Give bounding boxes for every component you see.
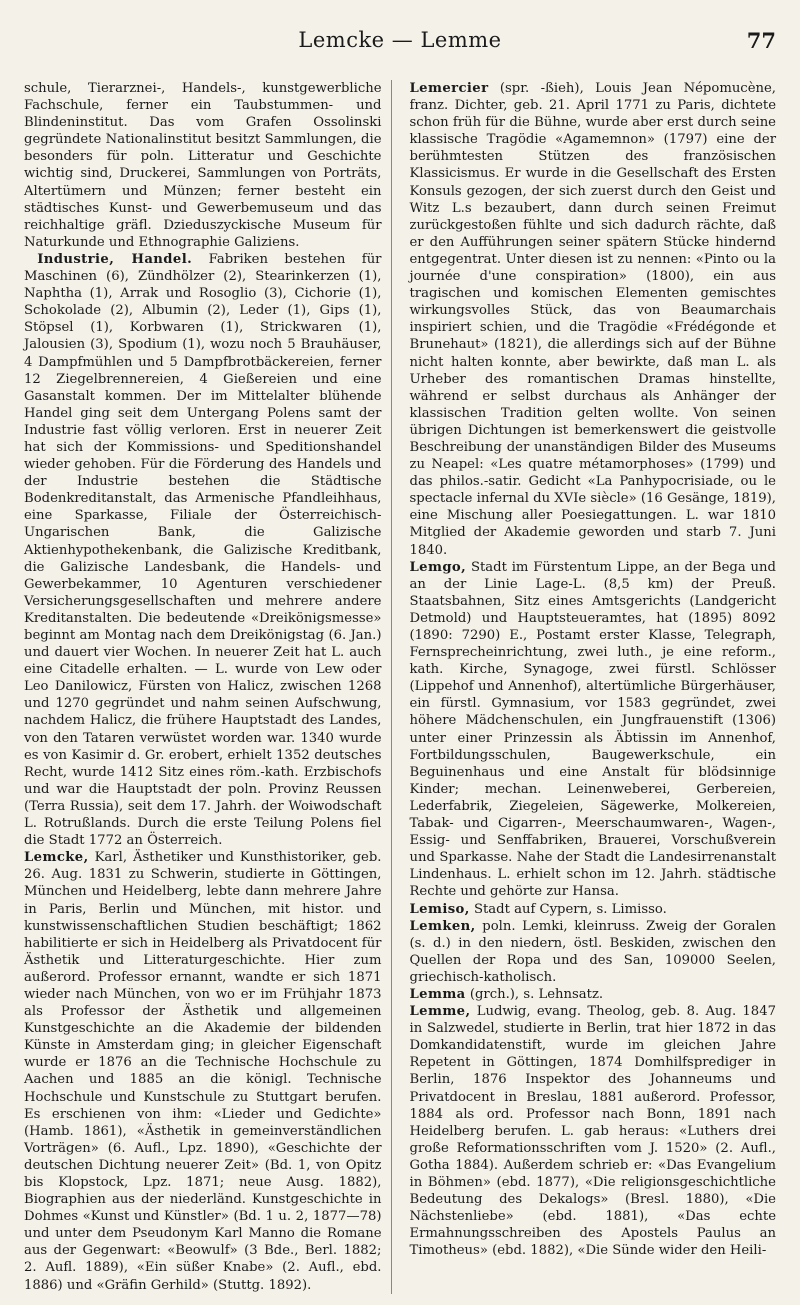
section-lead: Industrie, Handel.: [37, 251, 193, 267]
headword: Lemme,: [409, 1004, 471, 1020]
entry-lemme: [410, 1003, 777, 1259]
page-number: 77: [746, 28, 776, 53]
entry-text: Stadt auf Cypern, s. Limisso.: [473, 901, 667, 917]
running-head: Lemcke — Lemme: [298, 28, 502, 52]
text-columns: [24, 80, 776, 1294]
headword: Lemcke,: [24, 850, 89, 866]
entry-text: Karl, Ästhetiker und Kunsthistoriker, geb. 26. Aug. 1831 zu Schwerin, studierte in Göttingen, München und Heidelberg, lebte dann mehrere Jahre in Paris, Berlin und München, mit histor. und kunstwissenschaftlichen Studien beschäftigt; 1862 habilitierte er sich in Heidelberg als Privatdocent für Ästhetik und Litteraturgeschichte. Hier zum außerord. Professor ernannt, wandte er sich 1871 wieder nach München, von wo er im Frühjahr 1873 als Professor der Ästhetik und allgemeinen Kunstgeschichte an die Akademie der bildenden Künste in Amsterdam ging; in gleicher Eigenschaft wurde er 1876 an die Technische Hochschule zu Aachen und 1885 an die königl. Technische Hochschule und Kunstschule zu Stuttgart berufen. Es erschienen von ihm: «Lieder und Gedichte» (Hamb. 1861), «Ästhetik in gemeinverständlichen Vorträgen» (6. Aufl., Lpz. 1890), «Geschichte der deutschen Dichtung neuerer Zeit» (Bd. 1, von Opitz bis Klopstock, Lpz. 1871; neue Ausg. 1882), Biographien aus der niederländ. Kunstgeschichte in Dohmes «Kunst und Künstler» (Bd. 1 u. 2, 1877—78) und unter dem Pseudonym Karl Manno die Romane aus der Gegenwart: «Beowulf» (3 Bde., Berl. 1882; 2. Aufl. 1889), «Ein süßer Knabe» (2. Aufl., ebd. 1886) und «Gräfin Gerhild» (Stuttg. 1892).: [24, 850, 382, 1293]
headword: Lemgo,: [409, 559, 467, 575]
left-column: [24, 80, 392, 1294]
headword: Lemma: [409, 986, 466, 1002]
right-column: [410, 80, 777, 1294]
entry-text: (grch.), s. Lehnsatz.: [469, 986, 604, 1002]
entry-text: poln. Lemki, kleinruss. Zweig der Goralen (s. d.) in den niedern, östl. Beskiden, zwischen den Quellen der Ropa und des San, 109000 Seelen, griechisch-katholisch.: [409, 918, 776, 985]
entry-text: Ludwig, evang. Theolog, geb. 8. Aug. 1847 in Salzwedel, studierte in Berlin, trat hier 1872 in das Domkandidatenstift, wurde im gleichen Jahre Repetent in Göttingen, 1874 Domhilfsprediger in Berlin, 1876 Inspektor des Johanneums und Privatdocent in Breslau, 1881 außerord. Professor, 1884 als ord. Professor nach Bonn, 1891 nach Heidelberg berufen. L. gab heraus: «Luthers drei große Reformationsschriften vom J. 1520» (2. Aufl., Gotha 1884). Außerdem schrieb er: «Das Evangelium in Böhmen» (ebd. 1877), «Die religionsgeschichtliche Bedeutung des Dekalogs» (Bresl. 1880), «Die Nächstenliebe» (ebd. 1881), «Das echte Ermahnungsschreiben des Apostels Paulus an Timotheus» (ebd. 1882), «Die Sünde wider den Heili-: [409, 1004, 776, 1259]
headword: Lemercier: [409, 81, 489, 96]
entry-lemercier: [410, 80, 777, 559]
headword: Lemiso,: [409, 901, 470, 917]
entry-lemcke: [24, 849, 382, 1293]
page-header: [24, 22, 776, 62]
entry-lemken: [410, 918, 777, 986]
entry-lemgo: [410, 559, 777, 901]
entry-text: (spr. -ßieh), Louis Jean Népomucène, franz. Dichter, geb. 21. April 1771 zu Paris, dichtete schon früh für die Bühne, wurde aber erst durch seine klassische Tragödie «Agamemnon» (1797) eine der berühmtesten Stützen des französischen Klassicismus. Er wurde in die Gesellschaft des Ersten Konsuls gezogen, der sich zuerst durch den Geist und Witz L.s bezaubert, dann durch seinen Freimut zurückgestoßen fühlte und sich dadurch rächte, daß er den Aufführungen seiner spätern Stücke hindernd entgegentrat. Unter diesen ist zu nennen: «Pinto ou la journée d'une conspiration» (1800), ein aus tragischen und komischen Elementen gemischtes wirkungsvolles Stück, das von Beaumarchais inspiriert schien, und die Tragödie «Frédégonde et Brunehaut» (1821), die allerdings sich auf der Bühne nicht halten konnte, aber bewirkte, daß man L. als Urheber des romantischen Dramas hinstellte, während er selbst durchaus als Anhänger der klassischen Tradition gelten wollte. Von seinen übrigen Dichtungen ist bemerkenswert die geistvolle Beschreibung der unanständigen Bilder des Museums zu Neapel: «Les quatre métamorphoses» (1799) und das philos.-satir. Gedicht «La Panhypocrisiade, ou le spectacle infernal du XVIe siècle» (16 Gesänge, 1819), eine Mischung aller Poesiegattungen. L. war 1810 Mitglied der Akademie geworden und starb 7. Juni 1840.: [409, 81, 776, 558]
paragraph-lemberg-institutions: schule, Tierarznei-, Handels-, kunstgewerbliche Fachschule, ferner ein Taubstummen- und Blindeninstitut. Das vom Grafen Ossolinski gegründete Nationalinstitut besitzt Sammlungen, die besonders für poln. Litteratur und Geschichte wichtig sind, Druckerei, Sammlungen von Porträts, Altertümern und Münzen; ferner besteht ein städtisches Kunst- und Gewerbemuseum und das reichhaltige gräfl. Dzieduszyckische Museum für Naturkunde und Ethnographie Galiziens.: [24, 81, 382, 250]
paragraph-lemberg-industry: [24, 251, 382, 849]
paragraph-text: Fabriken bestehen für Maschinen (6), Zündhölzer (2), Stearinkerzen (1), Naphtha (1), Arrak und Rosoglio (3), Cichorie (1), Schokolade (2), Albumin (2), Leder (1), Gips (1), Stöpsel (1), Korbwaren (1), Strickwaren (1), Jalousien (3), Spodium (1), wozu noch 5 Brauhäuser, 4 Dampfmühlen und 5 Dampfbrotbäckereien, ferner 12 Ziegelbrennereien, 4 Gießereien und eine Gasanstalt kommen. Der im Mittelalter blühende Handel ging seit dem Untergang Polens samt der Industrie fast völlig verloren. Erst in neuerer Zeit hat sich der Kommissions- und Speditionshandel wieder gehoben. Für die Förderung des Handels und der Industrie bestehen die Städtische Bodenkreditanstalt, das Armenische Pfandleihhaus, eine Sparkasse, Filiale der Österreichisch-Ungarischen Bank, die Galizische Aktienhypothekenbank, die Galizische Kreditbank, die Galizische Landesbank, die Handels- und Gewerbekammer, 10 Agenturen verschiedener Versicherungsgesellschaften und mehrere andere Kreditanstalten. Die bedeutende «Dreikönigsmesse» beginnt am Montag nach dem Dreikönigstag (6. Jan.) und dauert vier Wochen. In neuerer Zeit hat L. auch eine Citadelle erhalten. — L. wurde von Lew oder Leo Danilowicz, Fürsten von Halicz, zwischen 1268 und 1270 gegründet und nahm seinen Aufschwung, nachdem Halicz, die frühere Hauptstadt des Landes, von den Tataren verwüstet worden war. 1340 wurde es von Kasimir d. Gr. erobert, erhielt 1352 deutsches Recht, wurde 1412 Sitz eines röm.-kath. Erzbischofs und war die Hauptstadt der poln. Provinz Reussen (Terra Russia), seit dem 17. Jahrh. der Woiwodschaft L. Rotrußlands. Durch die erste Teilung Polens fiel die Stadt 1772 an Österreich.: [24, 251, 382, 849]
entry-lemma: [410, 986, 777, 1003]
entry-text: Stadt im Fürstentum Lippe, an der Bega und an der Linie Lage-L. (8,5 km) der Preuß. Staatsbahnen, Sitz eines Amtsgerichts (Landgericht Detmold) und Hauptsteueramtes, hat (1895) 8092 (1890: 7290) E., Postamt erster Klasse, Telegraph, Fernsprecheinrichtung, zwei luth., je eine reform., kath. Kirche, Synagoge, zwei fürstl. Schlösser (Lippehof und Annenhof), altertümliche Bürgerhäuser, ein fürstl. Gymnasium, vor 1583 gegründet, zwei höhere Mädchenschulen, ein Jungfrauenstift (1306) unter einer Prinzessin als Äbtissin im Annenhof, Fortbildungsschulen, Baugewerkschule, ein Beguinenhaus und eine Anstalt für blödsinnige Kinder; mechan. Leinenweberei, Gerbereien, Lederfabrik, Ziegeleien, Sägewerke, Molkereien, Tabak- und Cigarren-, Meerschaumwaren-, Wagen-, Essig- und Senffabriken, Brauerei, Vorschußverein und Sparkasse. Nahe der Stadt die Landesirrenanstalt Lindenhaus. L. erhielt schon im 12. Jahrh. städtische Rechte und gehörte zur Hansa.: [409, 559, 776, 900]
entry-lemiso: [410, 901, 777, 918]
headword: Lemken,: [409, 918, 476, 934]
